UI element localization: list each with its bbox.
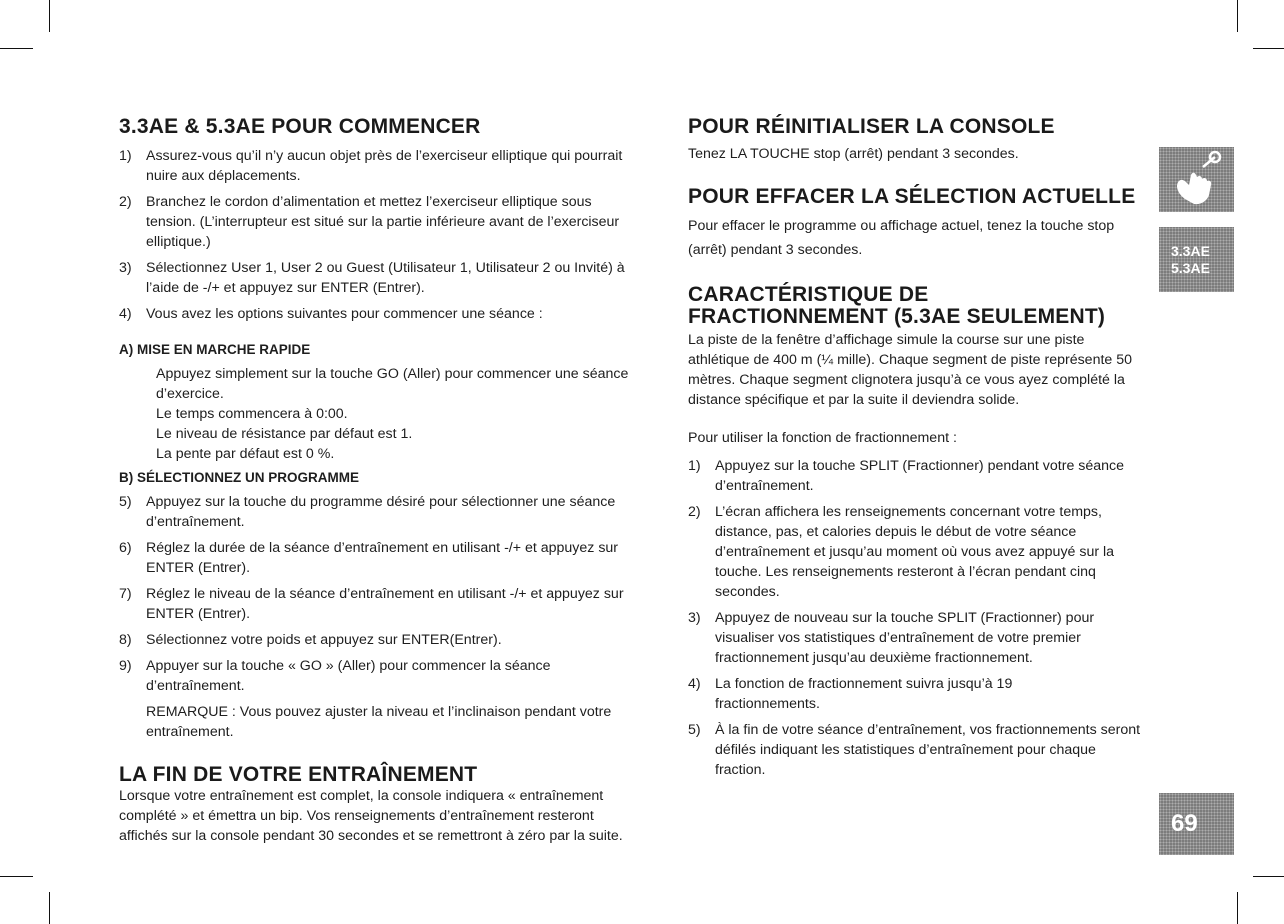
- crop-mark: [1237, 0, 1238, 32]
- split-text: La piste de la fenêtre d’affichage simule la course sur une piste athlétique de 400 m (¼ mille). Chaque segment de piste représente 50 mètres. Chaque segment clignotera jusqu’à ce vous ayez complété la distance spécifique et par la suite il deviendra solide.: [688, 332, 1133, 408]
- remark-note: REMARQUE : Vous pouvez ajuster la niveau et l’inclinaison pendant votre entraînement.: [146, 704, 612, 740]
- step-item: 5) Appuyez sur la touche du programme désiré pour sélectionner une séance d’entraînement.: [119, 494, 616, 530]
- step-item: 2) Branchez le cordon d’alimentation et mettez l’exerciseur elliptique sous tension. (L’interrupteur est situé sur la partie inférieure avant de l’exerciseur elliptique.): [119, 194, 620, 250]
- crop-mark: [0, 876, 33, 877]
- crop-mark: [1253, 48, 1284, 49]
- start-heading: 3.3AE & 5.3AE POUR COMMENCER: [119, 115, 481, 138]
- step-item: 3) Sélectionnez User 1, User 2 ou Guest (Utilisateur 1, Utilisateur 2 ou Invité) à l’aide de -/+ et appuyez sur ENTER (Entrer).: [119, 260, 625, 296]
- reset-heading: POUR RÉINITIALISER LA CONSOLE: [688, 115, 1055, 138]
- step-item: 6) Réglez la durée de la séance d’entraînement en utilisant -/+ et appuyez sur ENTER (Entrer).: [119, 540, 619, 576]
- end-text: Lorsque votre entraînement est complet, la console indiquera « entraînement complété » et émettra un bip. Vos renseignements d’entraînement resteront affichés sur la console pendant 30 secondes et se remettront à zéro par la suite.: [119, 788, 623, 844]
- clear-text: Pour effacer le programme ou affichage actuel, tenez la touche stop (arrêt) pendant 3 secondes.: [688, 218, 1115, 258]
- right-column: [688, 116, 1148, 786]
- split-intro: Pour utiliser la fonction de fractionnement :: [688, 430, 957, 446]
- step-item: 8) Sélectionnez votre poids et appuyez sur ENTER(Entrer).: [119, 632, 502, 648]
- step-item: 3) Appuyez de nouveau sur la touche SPLIT (Fractionner) pour visualiser vos statistiques d’entraînement de votre premier fractionnement jusqu’au deuxième fractionnement.: [688, 610, 1095, 666]
- hand-touch-icon-graphic: [1159, 147, 1234, 212]
- reset-text: Tenez LA TOUCHE stop (arrêt) pendant 3 secondes.: [688, 146, 1019, 162]
- step-item: 4) La fonction de fractionnement suivra jusqu’à 19 fractionnements.: [688, 676, 1013, 712]
- crop-mark: [1237, 892, 1238, 924]
- step-item: 5) À la fin de votre séance d’entraînement, vos fractionnements seront défilés indiquant les statistiques d’entraînement pour chaque fraction.: [688, 722, 1141, 778]
- clear-heading: POUR EFFACER LA SÉLECTION ACTUELLE: [688, 185, 1136, 208]
- page-number: 69: [1159, 793, 1234, 855]
- crop-mark: [0, 48, 33, 49]
- hand-touch-icon: [1159, 147, 1234, 212]
- quick-start-text: Appuyez simplement sur la touche GO (Aller) pour commencer une séance d’exercice. Le temps commencera à 0:00. Le niveau de résistance par défaut est 1. La pente par défaut est 0 %.: [156, 366, 629, 462]
- split-heading: CARACTÉRISTIQUE DE FRACTIONNEMENT (5.3AE SEULEMENT): [688, 283, 1106, 328]
- step-item: 4) Vous avez les options suivantes pour commencer une séance :: [119, 306, 543, 322]
- model-label-5-3ae: 5.3AE: [1171, 259, 1210, 276]
- program-subheading: B) SÉLECTIONNEZ UN PROGRAMME: [119, 470, 360, 485]
- crop-mark: [49, 0, 50, 32]
- step-item: 2) L’écran affichera les renseignements concernant votre temps, distance, pas, et calories depuis le début de votre séance d’entraînement et jusqu’au moment où vous avez appuyé sur la touche. Les renseignements resteront à l’écran pendant cinq secondes.: [688, 504, 1115, 600]
- quick-start-subheading: A) MISE EN MARCHE RAPIDE: [119, 342, 311, 357]
- crop-mark: [1253, 876, 1284, 877]
- model-label-3-3ae: 3.3AE: [1171, 242, 1210, 259]
- end-heading: LA FIN DE VOTRE ENTRAÎNEMENT: [119, 763, 478, 786]
- step-item: 7) Réglez le niveau de la séance d’entraînement en utilisant -/+ et appuyez sur ENTER (Entrer).: [119, 586, 624, 622]
- step-item: 1) Assurez-vous qu’il n’y aucun objet près de l’exerciseur elliptique qui pourrait nuire aux déplacements.: [119, 148, 623, 184]
- step-item: 1) Appuyez sur la touche SPLIT (Fractionner) pendant votre séance d’entraînement.: [688, 458, 1125, 494]
- left-column: [119, 116, 639, 846]
- model-tab: [1159, 227, 1234, 292]
- crop-mark: [49, 892, 50, 924]
- step-item: 9) Appuyer sur la touche « GO » (Aller) pour commencer la séance d’entraînement.: [119, 658, 551, 694]
